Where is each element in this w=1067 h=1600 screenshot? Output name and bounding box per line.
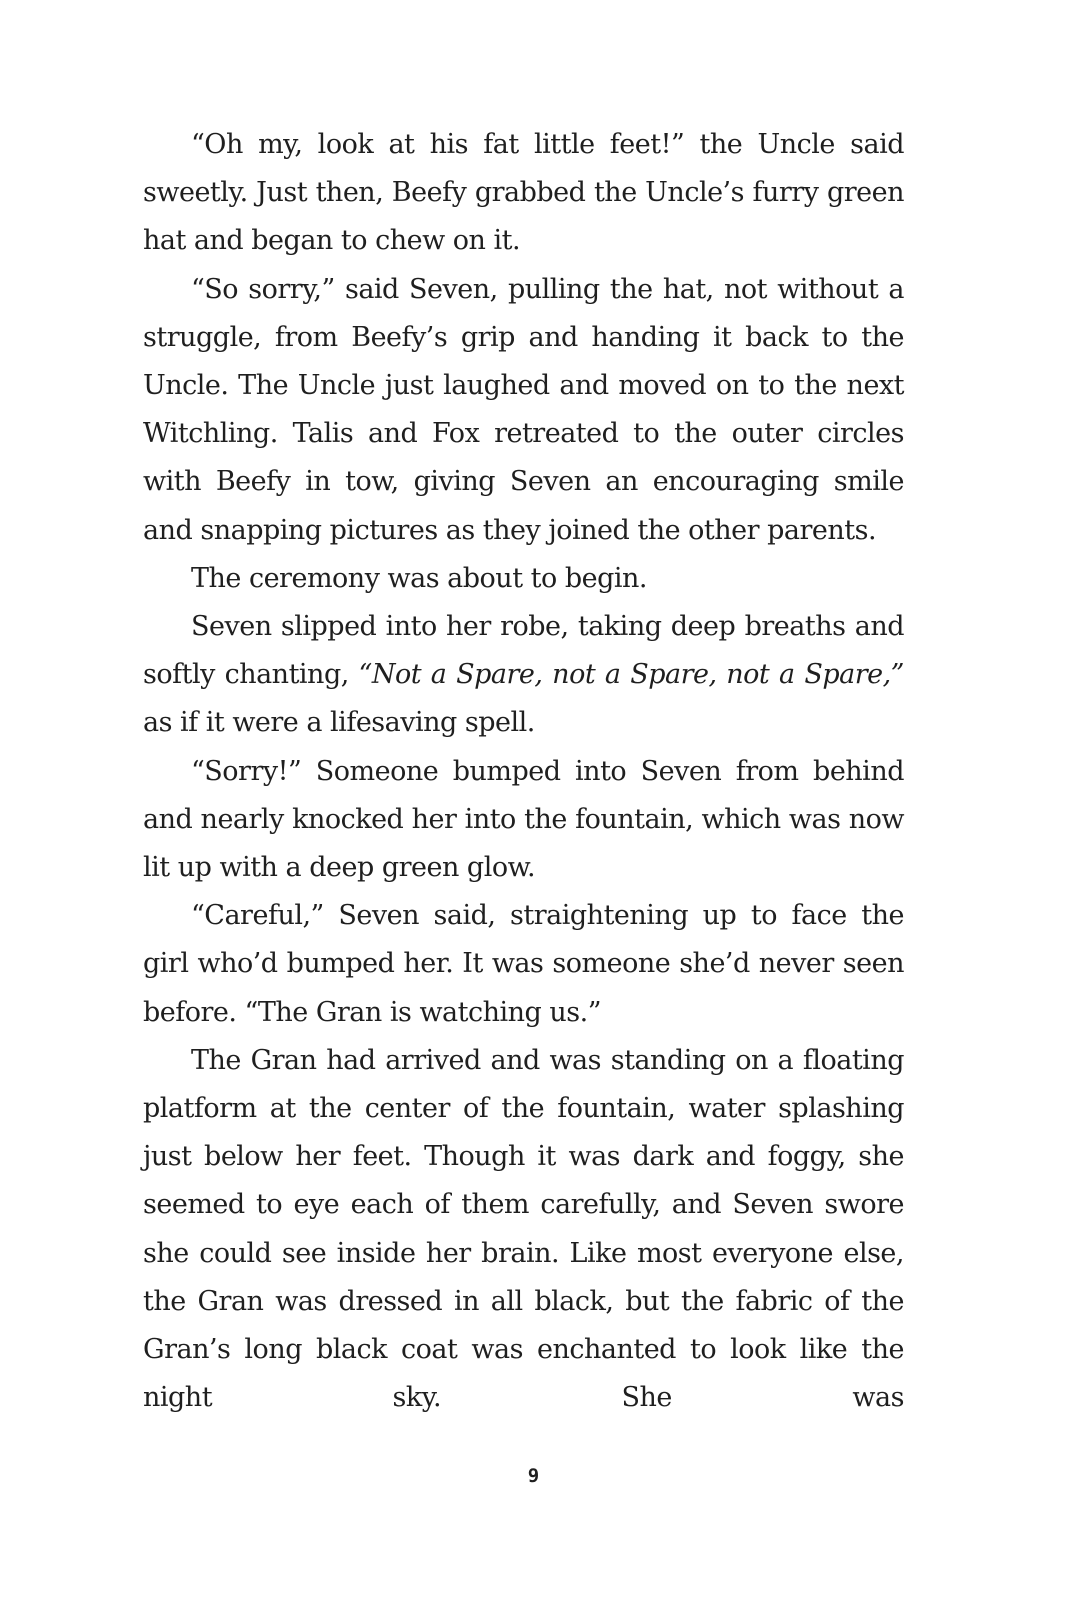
paragraph-4-start: Seven slipped into her robe, taking deep breaths and softly chanting, bbox=[143, 611, 904, 691]
paragraph-4-end: as if it were a lifesaving spell. bbox=[143, 707, 535, 739]
paragraph-4-chant: “Not a Spare, not a Spare, not a Spare,” bbox=[358, 659, 904, 691]
paragraph-5: “Sorry!” Someone bumped into Seven from behind and nearly knocked her into the fountain, which was now lit up with a deep green glow. bbox=[143, 755, 904, 884]
paragraph-2: “So sorry,” said Seven, pulling the hat, not without a struggle, from Beefy’s grip and handing it back to the Uncle. The Uncle just laughed and moved on to the next Witchling. Talis and Fox retreated to the outer circles with Beefy in tow, giving Seven an encouraging smile and snapping pictures as they joined the other parents. bbox=[143, 273, 904, 546]
paragraph-1: “Oh my, look at his fat little feet!” the Uncle said sweetly. Just then, Beefy grabbed the Uncle’s furry green hat and began to chew on it. bbox=[143, 129, 904, 257]
paragraph-3: The ceremony was about to begin. bbox=[191, 562, 647, 594]
paragraph-4 bbox=[143, 603, 904, 748]
paragraph-7: The Gran had arrived and was standing on a floating platform at the center of the fountain, water splashing just below her feet. Though it was dark and foggy, she seemed to eye each of them carefully, and Seven swore she could see inside her brain. Like most everyone else, the Gran was dressed in all black, but the fabric of the Gran’s long black coat was enchanted to look like the night sky. She was bbox=[143, 1044, 904, 1414]
body-text bbox=[143, 121, 904, 1422]
page-number: 9 bbox=[527, 1465, 540, 1487]
paragraph-6: “Careful,” Seven said, straightening up to face the girl who’d bumped her. It was someone she’d never seen before. “The Gran is watching us.” bbox=[143, 900, 904, 1028]
